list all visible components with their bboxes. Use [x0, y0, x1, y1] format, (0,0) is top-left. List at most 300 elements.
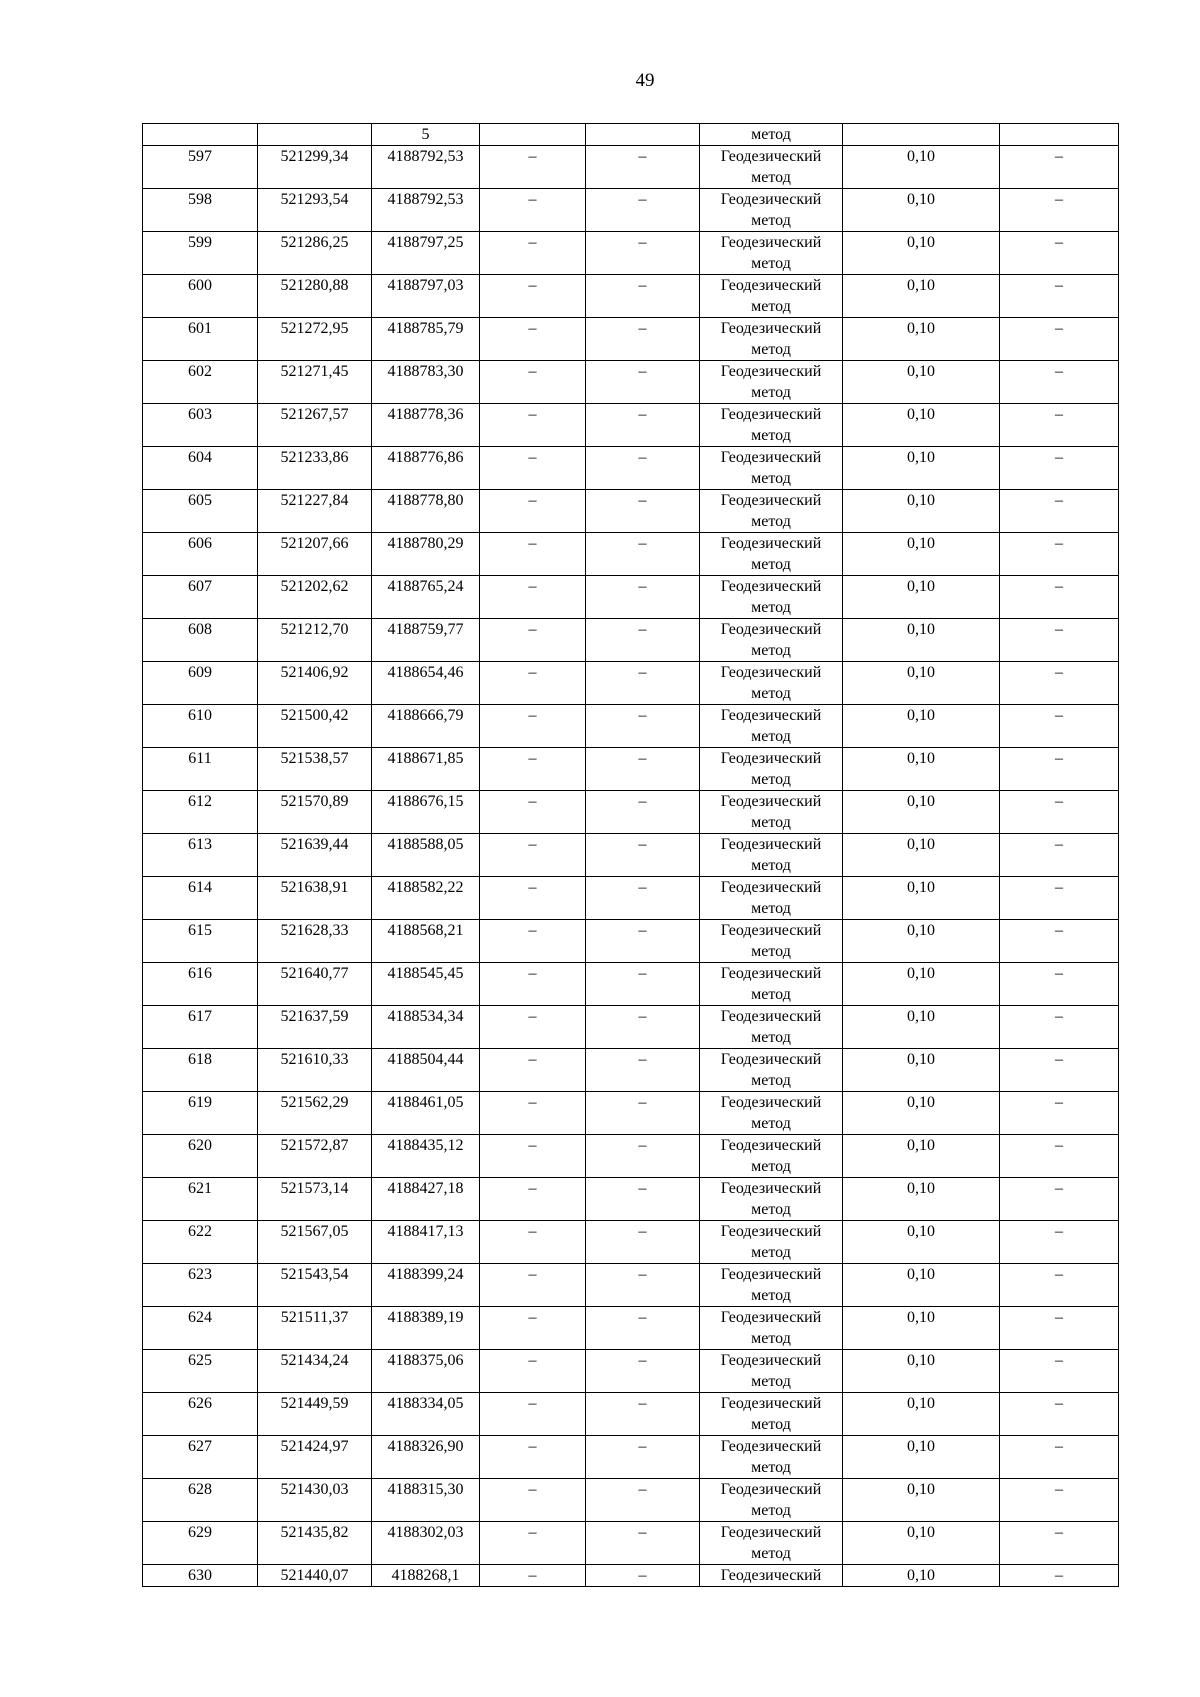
method-cell: Геодезический метод [700, 920, 843, 963]
table-row [143, 1307, 1119, 1350]
col4-cell: – [480, 1264, 586, 1307]
col4-cell: – [480, 576, 586, 619]
col8-cell: – [1000, 1178, 1119, 1221]
x-coordinate-cell [258, 124, 372, 146]
col8-cell: – [1000, 447, 1119, 490]
col5-cell: – [586, 1006, 700, 1049]
method-cell: Геодезический метод [700, 146, 843, 189]
col5-cell: – [586, 189, 700, 232]
point-number-cell: 630 [143, 1565, 258, 1587]
col8-cell: – [1000, 1436, 1119, 1479]
x-coordinate-cell: 521562,29 [258, 1092, 372, 1135]
method-cell: Геодезический метод [700, 834, 843, 877]
col5-cell: – [586, 1350, 700, 1393]
col4-cell: – [480, 361, 586, 404]
col5-cell: – [586, 576, 700, 619]
point-number-cell: 607 [143, 576, 258, 619]
method-cell: Геодезический [700, 1565, 843, 1587]
table-row [143, 404, 1119, 447]
x-coordinate-cell: 521406,92 [258, 662, 372, 705]
table-row [143, 705, 1119, 748]
point-number-cell: 629 [143, 1522, 258, 1565]
accuracy-cell: 0,10 [843, 1006, 1000, 1049]
point-number-cell: 610 [143, 705, 258, 748]
table-row [143, 834, 1119, 877]
col8-cell: – [1000, 1006, 1119, 1049]
y-coordinate-cell: 4188765,24 [372, 576, 480, 619]
col4-cell: – [480, 963, 586, 1006]
x-coordinate-cell: 521286,25 [258, 232, 372, 275]
accuracy-cell: 0,10 [843, 1479, 1000, 1522]
y-coordinate-cell: 4188759,77 [372, 619, 480, 662]
table-row [143, 619, 1119, 662]
point-number-cell: 598 [143, 189, 258, 232]
x-coordinate-cell: 521435,82 [258, 1522, 372, 1565]
x-coordinate-cell: 521272,95 [258, 318, 372, 361]
method-cell: Геодезический метод [700, 533, 843, 576]
col4-cell: – [480, 1565, 586, 1587]
method-cell: Геодезический метод [700, 748, 843, 791]
accuracy-cell: 0,10 [843, 189, 1000, 232]
accuracy-cell: 0,10 [843, 1135, 1000, 1178]
col8-cell: – [1000, 1092, 1119, 1135]
method-cell: метод [700, 124, 843, 146]
col4-cell: – [480, 748, 586, 791]
col8-cell: – [1000, 232, 1119, 275]
point-number-cell: 599 [143, 232, 258, 275]
accuracy-cell: 0,10 [843, 705, 1000, 748]
accuracy-cell: 0,10 [843, 146, 1000, 189]
table-row [143, 1436, 1119, 1479]
x-coordinate-cell: 521628,33 [258, 920, 372, 963]
x-coordinate-cell: 521233,86 [258, 447, 372, 490]
y-coordinate-cell: 4188776,86 [372, 447, 480, 490]
point-number-cell: 602 [143, 361, 258, 404]
table-row [143, 232, 1119, 275]
accuracy-cell: 0,10 [843, 1178, 1000, 1221]
x-coordinate-cell: 521440,07 [258, 1565, 372, 1587]
x-coordinate-cell: 521430,03 [258, 1479, 372, 1522]
method-cell: Геодезический метод [700, 361, 843, 404]
accuracy-cell: 0,10 [843, 662, 1000, 705]
col8-cell: – [1000, 748, 1119, 791]
accuracy-cell: 0,10 [843, 232, 1000, 275]
x-coordinate-cell: 521227,84 [258, 490, 372, 533]
col5-cell: – [586, 1436, 700, 1479]
point-number-cell: 620 [143, 1135, 258, 1178]
col5-cell: – [586, 232, 700, 275]
col4-cell: – [480, 877, 586, 920]
accuracy-cell: 0,10 [843, 1264, 1000, 1307]
accuracy-cell: 0,10 [843, 447, 1000, 490]
col8-cell: – [1000, 318, 1119, 361]
col8-cell: – [1000, 619, 1119, 662]
table-row [143, 920, 1119, 963]
col4-cell: – [480, 1178, 586, 1221]
accuracy-cell: 0,10 [843, 619, 1000, 662]
point-number-cell: 603 [143, 404, 258, 447]
col4-cell: – [480, 1350, 586, 1393]
table-row [143, 1221, 1119, 1264]
table-row [143, 146, 1119, 189]
accuracy-cell: 0,10 [843, 920, 1000, 963]
col8-cell: – [1000, 963, 1119, 1006]
x-coordinate-cell: 521267,57 [258, 404, 372, 447]
col5-cell: – [586, 318, 700, 361]
x-coordinate-cell: 521449,59 [258, 1393, 372, 1436]
method-cell: Геодезический метод [700, 1479, 843, 1522]
point-number-cell: 621 [143, 1178, 258, 1221]
method-cell: Геодезический метод [700, 877, 843, 920]
accuracy-cell: 0,10 [843, 275, 1000, 318]
col4-cell: – [480, 1479, 586, 1522]
col8-cell: – [1000, 662, 1119, 705]
point-number-cell: 597 [143, 146, 258, 189]
method-cell: Геодезический метод [700, 1178, 843, 1221]
x-coordinate-cell: 521299,34 [258, 146, 372, 189]
x-coordinate-cell: 521638,91 [258, 877, 372, 920]
y-coordinate-cell: 4188375,06 [372, 1350, 480, 1393]
accuracy-cell: 0,10 [843, 834, 1000, 877]
table-row [143, 748, 1119, 791]
col4-cell: – [480, 146, 586, 189]
y-coordinate-cell: 4188778,80 [372, 490, 480, 533]
table-row [143, 318, 1119, 361]
table-row [143, 1565, 1119, 1587]
table-row [143, 1393, 1119, 1436]
col5-cell: – [586, 619, 700, 662]
col8-cell: – [1000, 705, 1119, 748]
point-number-cell: 618 [143, 1049, 258, 1092]
accuracy-cell: 0,10 [843, 318, 1000, 361]
y-coordinate-cell: 4188783,30 [372, 361, 480, 404]
method-cell: Геодезический метод [700, 1436, 843, 1479]
col8-cell: – [1000, 1565, 1119, 1587]
y-coordinate-cell: 4188671,85 [372, 748, 480, 791]
accuracy-cell: 0,10 [843, 791, 1000, 834]
x-coordinate-cell: 521207,66 [258, 533, 372, 576]
col4-cell: – [480, 232, 586, 275]
accuracy-cell: 0,10 [843, 404, 1000, 447]
point-number-cell: 615 [143, 920, 258, 963]
col5-cell: – [586, 1393, 700, 1436]
point-number-cell: 624 [143, 1307, 258, 1350]
accuracy-cell: 0,10 [843, 361, 1000, 404]
y-coordinate-cell: 4188676,15 [372, 791, 480, 834]
x-coordinate-cell: 521293,54 [258, 189, 372, 232]
x-coordinate-cell: 521639,44 [258, 834, 372, 877]
point-number-cell [143, 124, 258, 146]
y-coordinate-cell: 4188545,45 [372, 963, 480, 1006]
col8-cell: – [1000, 189, 1119, 232]
col4-cell: – [480, 447, 586, 490]
point-number-cell: 612 [143, 791, 258, 834]
col4-cell: – [480, 705, 586, 748]
method-cell: Геодезический метод [700, 662, 843, 705]
point-number-cell: 623 [143, 1264, 258, 1307]
col5-cell: – [586, 447, 700, 490]
accuracy-cell: 0,10 [843, 490, 1000, 533]
col4-cell: – [480, 1221, 586, 1264]
col5-cell: – [586, 1307, 700, 1350]
col5-cell: – [586, 963, 700, 1006]
x-coordinate-cell: 521570,89 [258, 791, 372, 834]
col8-cell: – [1000, 1135, 1119, 1178]
col4-cell: – [480, 404, 586, 447]
y-coordinate-cell: 4188785,79 [372, 318, 480, 361]
y-coordinate-cell: 4188427,18 [372, 1178, 480, 1221]
y-coordinate-cell: 4188417,13 [372, 1221, 480, 1264]
col5-cell: – [586, 705, 700, 748]
method-cell: Геодезический метод [700, 189, 843, 232]
col5-cell: – [586, 1565, 700, 1587]
point-number-cell: 613 [143, 834, 258, 877]
col8-cell: – [1000, 1264, 1119, 1307]
y-coordinate-cell: 4188268,1 [372, 1565, 480, 1587]
col5-cell: – [586, 275, 700, 318]
accuracy-cell: 0,10 [843, 877, 1000, 920]
method-cell: Геодезический метод [700, 1006, 843, 1049]
col5-cell: – [586, 1522, 700, 1565]
col4-cell: – [480, 318, 586, 361]
col8-cell: – [1000, 404, 1119, 447]
page-number: 49 [635, 70, 655, 91]
y-coordinate-cell: 4188568,21 [372, 920, 480, 963]
col8-cell: – [1000, 877, 1119, 920]
col5-cell [586, 124, 700, 146]
col4-cell: – [480, 1436, 586, 1479]
accuracy-cell: 0,10 [843, 1393, 1000, 1436]
y-coordinate-cell: 4188334,05 [372, 1393, 480, 1436]
method-cell: Геодезический метод [700, 490, 843, 533]
table-row [143, 361, 1119, 404]
x-coordinate-cell: 521543,54 [258, 1264, 372, 1307]
col8-cell: – [1000, 490, 1119, 533]
point-number-cell: 625 [143, 1350, 258, 1393]
point-number-cell: 616 [143, 963, 258, 1006]
y-coordinate-cell: 4188780,29 [372, 533, 480, 576]
method-cell: Геодезический метод [700, 576, 843, 619]
table-row [143, 1049, 1119, 1092]
col5-cell: – [586, 490, 700, 533]
point-number-cell: 600 [143, 275, 258, 318]
y-coordinate-cell: 4188654,46 [372, 662, 480, 705]
method-cell: Геодезический метод [700, 275, 843, 318]
method-cell: Геодезический метод [700, 1393, 843, 1436]
accuracy-cell: 0,10 [843, 1565, 1000, 1587]
method-cell: Геодезический метод [700, 963, 843, 1006]
x-coordinate-cell: 521212,70 [258, 619, 372, 662]
table-row [143, 1006, 1119, 1049]
col8-cell [1000, 124, 1119, 146]
col5-cell: – [586, 533, 700, 576]
col5-cell: – [586, 1479, 700, 1522]
table-row [143, 791, 1119, 834]
point-number-cell: 627 [143, 1436, 258, 1479]
col8-cell: – [1000, 1049, 1119, 1092]
x-coordinate-cell: 521434,24 [258, 1350, 372, 1393]
point-number-cell: 628 [143, 1479, 258, 1522]
y-coordinate-cell: 4188666,79 [372, 705, 480, 748]
col8-cell: – [1000, 920, 1119, 963]
point-number-cell: 609 [143, 662, 258, 705]
table-row [143, 533, 1119, 576]
y-coordinate-cell: 4188389,19 [372, 1307, 480, 1350]
col4-cell: – [480, 1135, 586, 1178]
col5-cell: – [586, 877, 700, 920]
x-coordinate-cell: 521567,05 [258, 1221, 372, 1264]
col5-cell: – [586, 1221, 700, 1264]
col8-cell: – [1000, 1221, 1119, 1264]
col5-cell: – [586, 1135, 700, 1178]
x-coordinate-cell: 521500,42 [258, 705, 372, 748]
col4-cell: – [480, 1049, 586, 1092]
col5-cell: – [586, 146, 700, 189]
x-coordinate-cell: 521538,57 [258, 748, 372, 791]
col4-cell: – [480, 1522, 586, 1565]
y-coordinate-cell: 4188315,30 [372, 1479, 480, 1522]
col4-cell: – [480, 1393, 586, 1436]
x-coordinate-cell: 521572,87 [258, 1135, 372, 1178]
x-coordinate-cell: 521424,97 [258, 1436, 372, 1479]
col5-cell: – [586, 361, 700, 404]
col8-cell: – [1000, 1522, 1119, 1565]
y-coordinate-cell: 4188778,36 [372, 404, 480, 447]
method-cell: Геодезический метод [700, 1350, 843, 1393]
col4-cell: – [480, 189, 586, 232]
table-row [143, 124, 1119, 146]
point-number-cell: 611 [143, 748, 258, 791]
y-coordinate-cell: 4188792,53 [372, 146, 480, 189]
y-coordinate-cell: 4188588,05 [372, 834, 480, 877]
method-cell: Геодезический метод [700, 619, 843, 662]
table-row [143, 1135, 1119, 1178]
col5-cell: – [586, 662, 700, 705]
accuracy-cell: 0,10 [843, 1221, 1000, 1264]
col5-cell: – [586, 748, 700, 791]
col4-cell: – [480, 920, 586, 963]
method-cell: Геодезический метод [700, 1221, 843, 1264]
y-coordinate-cell: 4188797,03 [372, 275, 480, 318]
col5-cell: – [586, 834, 700, 877]
col8-cell: – [1000, 275, 1119, 318]
accuracy-cell [843, 124, 1000, 146]
table-row [143, 1522, 1119, 1565]
x-coordinate-cell: 521637,59 [258, 1006, 372, 1049]
col5-cell: – [586, 1264, 700, 1307]
table-row [143, 275, 1119, 318]
y-coordinate-cell: 4188582,22 [372, 877, 480, 920]
y-coordinate-cell: 4188435,12 [372, 1135, 480, 1178]
col5-cell: – [586, 1178, 700, 1221]
accuracy-cell: 0,10 [843, 1350, 1000, 1393]
point-number-cell: 606 [143, 533, 258, 576]
accuracy-cell: 0,10 [843, 1049, 1000, 1092]
point-number-cell: 614 [143, 877, 258, 920]
table-row [143, 1092, 1119, 1135]
table-row [143, 447, 1119, 490]
table-body [143, 124, 1119, 1587]
method-cell: Геодезический метод [700, 447, 843, 490]
method-cell: Геодезический метод [700, 1049, 843, 1092]
col4-cell: – [480, 834, 586, 877]
col4-cell: – [480, 791, 586, 834]
col8-cell: – [1000, 791, 1119, 834]
table-row [143, 662, 1119, 705]
col4-cell: – [480, 662, 586, 705]
x-coordinate-cell: 521640,77 [258, 963, 372, 1006]
y-coordinate-cell: 4188534,34 [372, 1006, 480, 1049]
col8-cell: – [1000, 1350, 1119, 1393]
x-coordinate-cell: 521610,33 [258, 1049, 372, 1092]
col5-cell: – [586, 920, 700, 963]
col4-cell: – [480, 1092, 586, 1135]
col4-cell [480, 124, 586, 146]
col8-cell: – [1000, 576, 1119, 619]
col8-cell: – [1000, 533, 1119, 576]
col8-cell: – [1000, 1307, 1119, 1350]
method-cell: Геодезический метод [700, 705, 843, 748]
method-cell: Геодезический метод [700, 1092, 843, 1135]
table-row [143, 189, 1119, 232]
point-number-cell: 626 [143, 1393, 258, 1436]
point-number-cell: 601 [143, 318, 258, 361]
accuracy-cell: 0,10 [843, 1307, 1000, 1350]
point-number-cell: 617 [143, 1006, 258, 1049]
col8-cell: – [1000, 1393, 1119, 1436]
point-number-cell: 619 [143, 1092, 258, 1135]
table-row [143, 1479, 1119, 1522]
y-coordinate-cell: 4188461,05 [372, 1092, 480, 1135]
col4-cell: – [480, 490, 586, 533]
table-row [143, 1350, 1119, 1393]
col8-cell: – [1000, 146, 1119, 189]
y-coordinate-cell: 5 [372, 124, 480, 146]
point-number-cell: 622 [143, 1221, 258, 1264]
method-cell: Геодезический метод [700, 318, 843, 361]
x-coordinate-cell: 521573,14 [258, 1178, 372, 1221]
method-cell: Геодезический метод [700, 1264, 843, 1307]
y-coordinate-cell: 4188399,24 [372, 1264, 480, 1307]
method-cell: Геодезический метод [700, 1522, 843, 1565]
method-cell: Геодезический метод [700, 232, 843, 275]
col5-cell: – [586, 404, 700, 447]
x-coordinate-cell: 521271,45 [258, 361, 372, 404]
col8-cell: – [1000, 1479, 1119, 1522]
table-row [143, 490, 1119, 533]
accuracy-cell: 0,10 [843, 576, 1000, 619]
col4-cell: – [480, 275, 586, 318]
method-cell: Геодезический метод [700, 791, 843, 834]
col8-cell: – [1000, 361, 1119, 404]
table-row [143, 877, 1119, 920]
accuracy-cell: 0,10 [843, 963, 1000, 1006]
col4-cell: – [480, 1307, 586, 1350]
accuracy-cell: 0,10 [843, 748, 1000, 791]
y-coordinate-cell: 4188792,53 [372, 189, 480, 232]
x-coordinate-cell: 521202,62 [258, 576, 372, 619]
method-cell: Геодезический метод [700, 1135, 843, 1178]
method-cell: Геодезический метод [700, 404, 843, 447]
x-coordinate-cell: 521280,88 [258, 275, 372, 318]
col5-cell: – [586, 1049, 700, 1092]
col4-cell: – [480, 1006, 586, 1049]
accuracy-cell: 0,10 [843, 1436, 1000, 1479]
y-coordinate-cell: 4188302,03 [372, 1522, 480, 1565]
accuracy-cell: 0,10 [843, 1522, 1000, 1565]
y-coordinate-cell: 4188504,44 [372, 1049, 480, 1092]
coordinates-table [142, 123, 1119, 1587]
